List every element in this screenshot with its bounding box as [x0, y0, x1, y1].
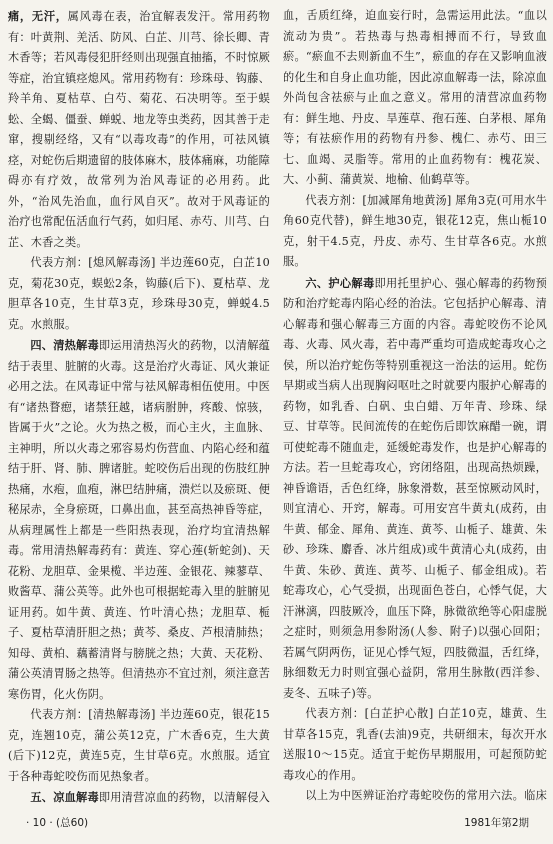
- paragraph: [8, 787, 270, 806]
- paragraph: [283, 6, 547, 191]
- section-heading: 四、清热解毒: [30, 338, 99, 352]
- paragraph: [283, 704, 547, 786]
- section-heading: 五、凉血解毒: [30, 790, 99, 804]
- paragraph-text: 代表方剂：[加减犀角地黄汤] 犀角3克(可用水牛角60克代替)，鲜生地30克，银花12克，焦山栀10克，射干4.5克，丹皮、赤芍、生甘草各6克。水煎服。: [283, 193, 547, 268]
- paragraph: [8, 6, 270, 253]
- paragraph: [8, 335, 270, 705]
- left-column: [8, 6, 270, 806]
- section-heading: 痛，无汗，: [8, 9, 68, 23]
- paragraph-text: 属风毒在表，治宜解表发汗。常用药物有：叶黄荆、羌活、防风、白芷、川芎、徐长卿、青木香等；若风毒侵犯肝经则出现强直抽搐，不时惊厥等症，治宜镇痉熄风。常用药物有：珍珠母、钩藤、羚羊角、夏枯草、白芍、菊花、石决明等。至于蜈蚣、全蝎、僵蚕、蝉蜕、地龙等虫类药，因其善于走窜，搜剔经络，又有“以毒攻毒”的作用，可祛风镇痉，对蛇伤后期遗留的肢体麻木，肢体痛麻，功能障碍亦有疗效，故常列为治风毒证的必用药。此外，“治风先治血，血行风自灭”。故对于风毒证的治疗也常配伍活血行气药，如归尾、赤芍、川芎、白芷、木香之类。: [8, 10, 270, 249]
- paragraph: [8, 253, 270, 335]
- paragraph-text: 血，舌质红绛，迫血妄行时，急需运用此法。“血以流动为贵”。若热毒与热毒相搏而不行，导致血瘀。“瘀血不去则新血不生”，瘀血的存在又影响血液的化生和自身止血功能，因此凉血解毒一法，除凉血外尚包含祛瘀与止血之意义。常用的清营凉血药物有：鲜生地、丹皮、旱莲草、孢石莲、白茅根、犀角等；有祛瘀作用的药物有丹参、槐仁、赤芍、田三七、血竭、灵脂等。常用的止血药物有：槐花炭、大、小蓟、蒲黄炭、地榆、仙鹤草等。: [283, 9, 547, 186]
- issue-label: 1981年第2期: [464, 817, 529, 829]
- paragraph-text: 即用托里护心、强心解毒的药物预防和治疗蛇毒内陷心经的治法。它包括护心解毒、清心解毒和强心解毒三方面的内容。毒蛇咬伤不论风毒、火毒、风火毒，若中毒严重均可造成蛇毒攻心之侯，所以治疗蛇伤等特别重视这一治法的运用。蛇伤早期或当病人出现胸闷呕吐之时就要内服护心解毒的药物，如乳香、白矾、虫白蜡、万年青、珍珠、绿豆、甘草等。民间流传的在蛇伤后即饮麻醋一碗，谓可使蛇毒不随血走，延缓蛇毒发作，也是护心解毒的方法。若一旦蛇毒攻心，窍闭络阻，出现高热烦躁，神昏谵语，舌色红绛，脉象滑数，甚至惊厥动风时，则宜清心、开窍，解毒。可用安宫牛黄丸(成药，由牛黄、郁金、犀角、黄连、黄芩、山栀子、雄黄、朱砂、珍珠、麝香、冰片组成)或牛黄清心丸(成药，由牛黄、朱砂、黄连、黄芩、山栀子、郁金组成)。若蛇毒攻心，心气受损，出现面色苍白，心悸气促，大汗淋漓，四肢厥冷，血压下降，脉微欲绝等心阳虚脱之症时，则须急用参附汤(人参、附子)以强心回阳；若属气阴两伤，证见心悸气短，四肢微温，舌红绛，脉细数无力时则宜强心益阴，常用生脉散(西洋参、麦冬、五味子)等。: [283, 276, 547, 700]
- paragraph-text: 以上为中医辨证治疗毒蛇咬伤的常用六法。临床: [305, 789, 547, 802]
- paragraph-text: 代表方剂：[熄风解毒汤] 半边莲60克，白芷10克，菊花30克，蜈蚣2条，钩藤(后下)、夏枯草、龙胆草各10克，生甘草3克，珍珠母30克，蝉蜕4.5克。水煎服。: [8, 256, 270, 331]
- paragraph: [283, 273, 547, 705]
- paragraph: [283, 191, 547, 273]
- page-number: · 10 · (总60): [26, 817, 89, 829]
- paragraph-text: 即运用清热泻火的药物，以清解蕴结于表里、脏腑的火毒。这是治疗火毒证、风火兼证必用之法。在风毒证中常与祛风解毒相伍使用。中医有“诸热瞀瘛，诸禁狂越，诸病胕肿，疼酸、惊骇，皆属于火”之论。火为热之极，而心主火，主血脉、主神明，所以火毒之邪容易灼伤营血、内陷心经和蕴结于肝、肾、肺、脾诸脏。蛇咬伤后出现的伤肢红肿热痛，水疱，血疱，淋巴结肿痛，溃烂以及瘀斑、便秘尿赤，全身瘀斑，口鼻出血，甚至高热神昏等症，从病理属性上都是一些阳热表现，治疗均宜清热解毒。常用清热解毒药有：黄连、穿心莲(斩蛇剑)、天花粉、龙胆草、金果榄、半边莲、金银花、辣蓼草、败酱草、蒲公英等。此外也可根据蛇毒入里的脏腑见证用药。如牛黄、黄连、竹叶清心热；龙胆草、栀子、夏枯草清肝胆之热；黄芩、桑皮、芦根清肺热；知母、黄柏、藕蓄清肾与膀胱之热；大黄、天花粉、蒲公英清胃肠之热等。但清热亦不宜过剂，须注意苦寒伤胃，化火伤阴。: [8, 339, 270, 701]
- paragraph-text: 代表方剂：[白芷护心散] 白芷10克，雄黄、生甘草各15克，乳香(去油)9克，共研细末，每次开水送服10～15克。适宜于蛇伤早期服用，可起预防蛇毒攻心的作用。: [283, 707, 547, 782]
- paragraph-text: 代表方剂：[清热解毒汤] 半边莲60克，银花15克，连翘10克，蒲公英12克，广木香6克，生大黄(后下)12克，黄连5克，生甘草6克。水煎服。适宜于各种毒蛇咬伤而见热象者。: [8, 708, 270, 783]
- paragraph: [283, 786, 547, 806]
- right-column: [283, 6, 547, 806]
- paragraph-text: 即用清营凉血的药物，以清解侵入: [98, 791, 270, 804]
- section-heading: 六、护心解毒: [305, 275, 375, 290]
- paragraph: [8, 705, 270, 787]
